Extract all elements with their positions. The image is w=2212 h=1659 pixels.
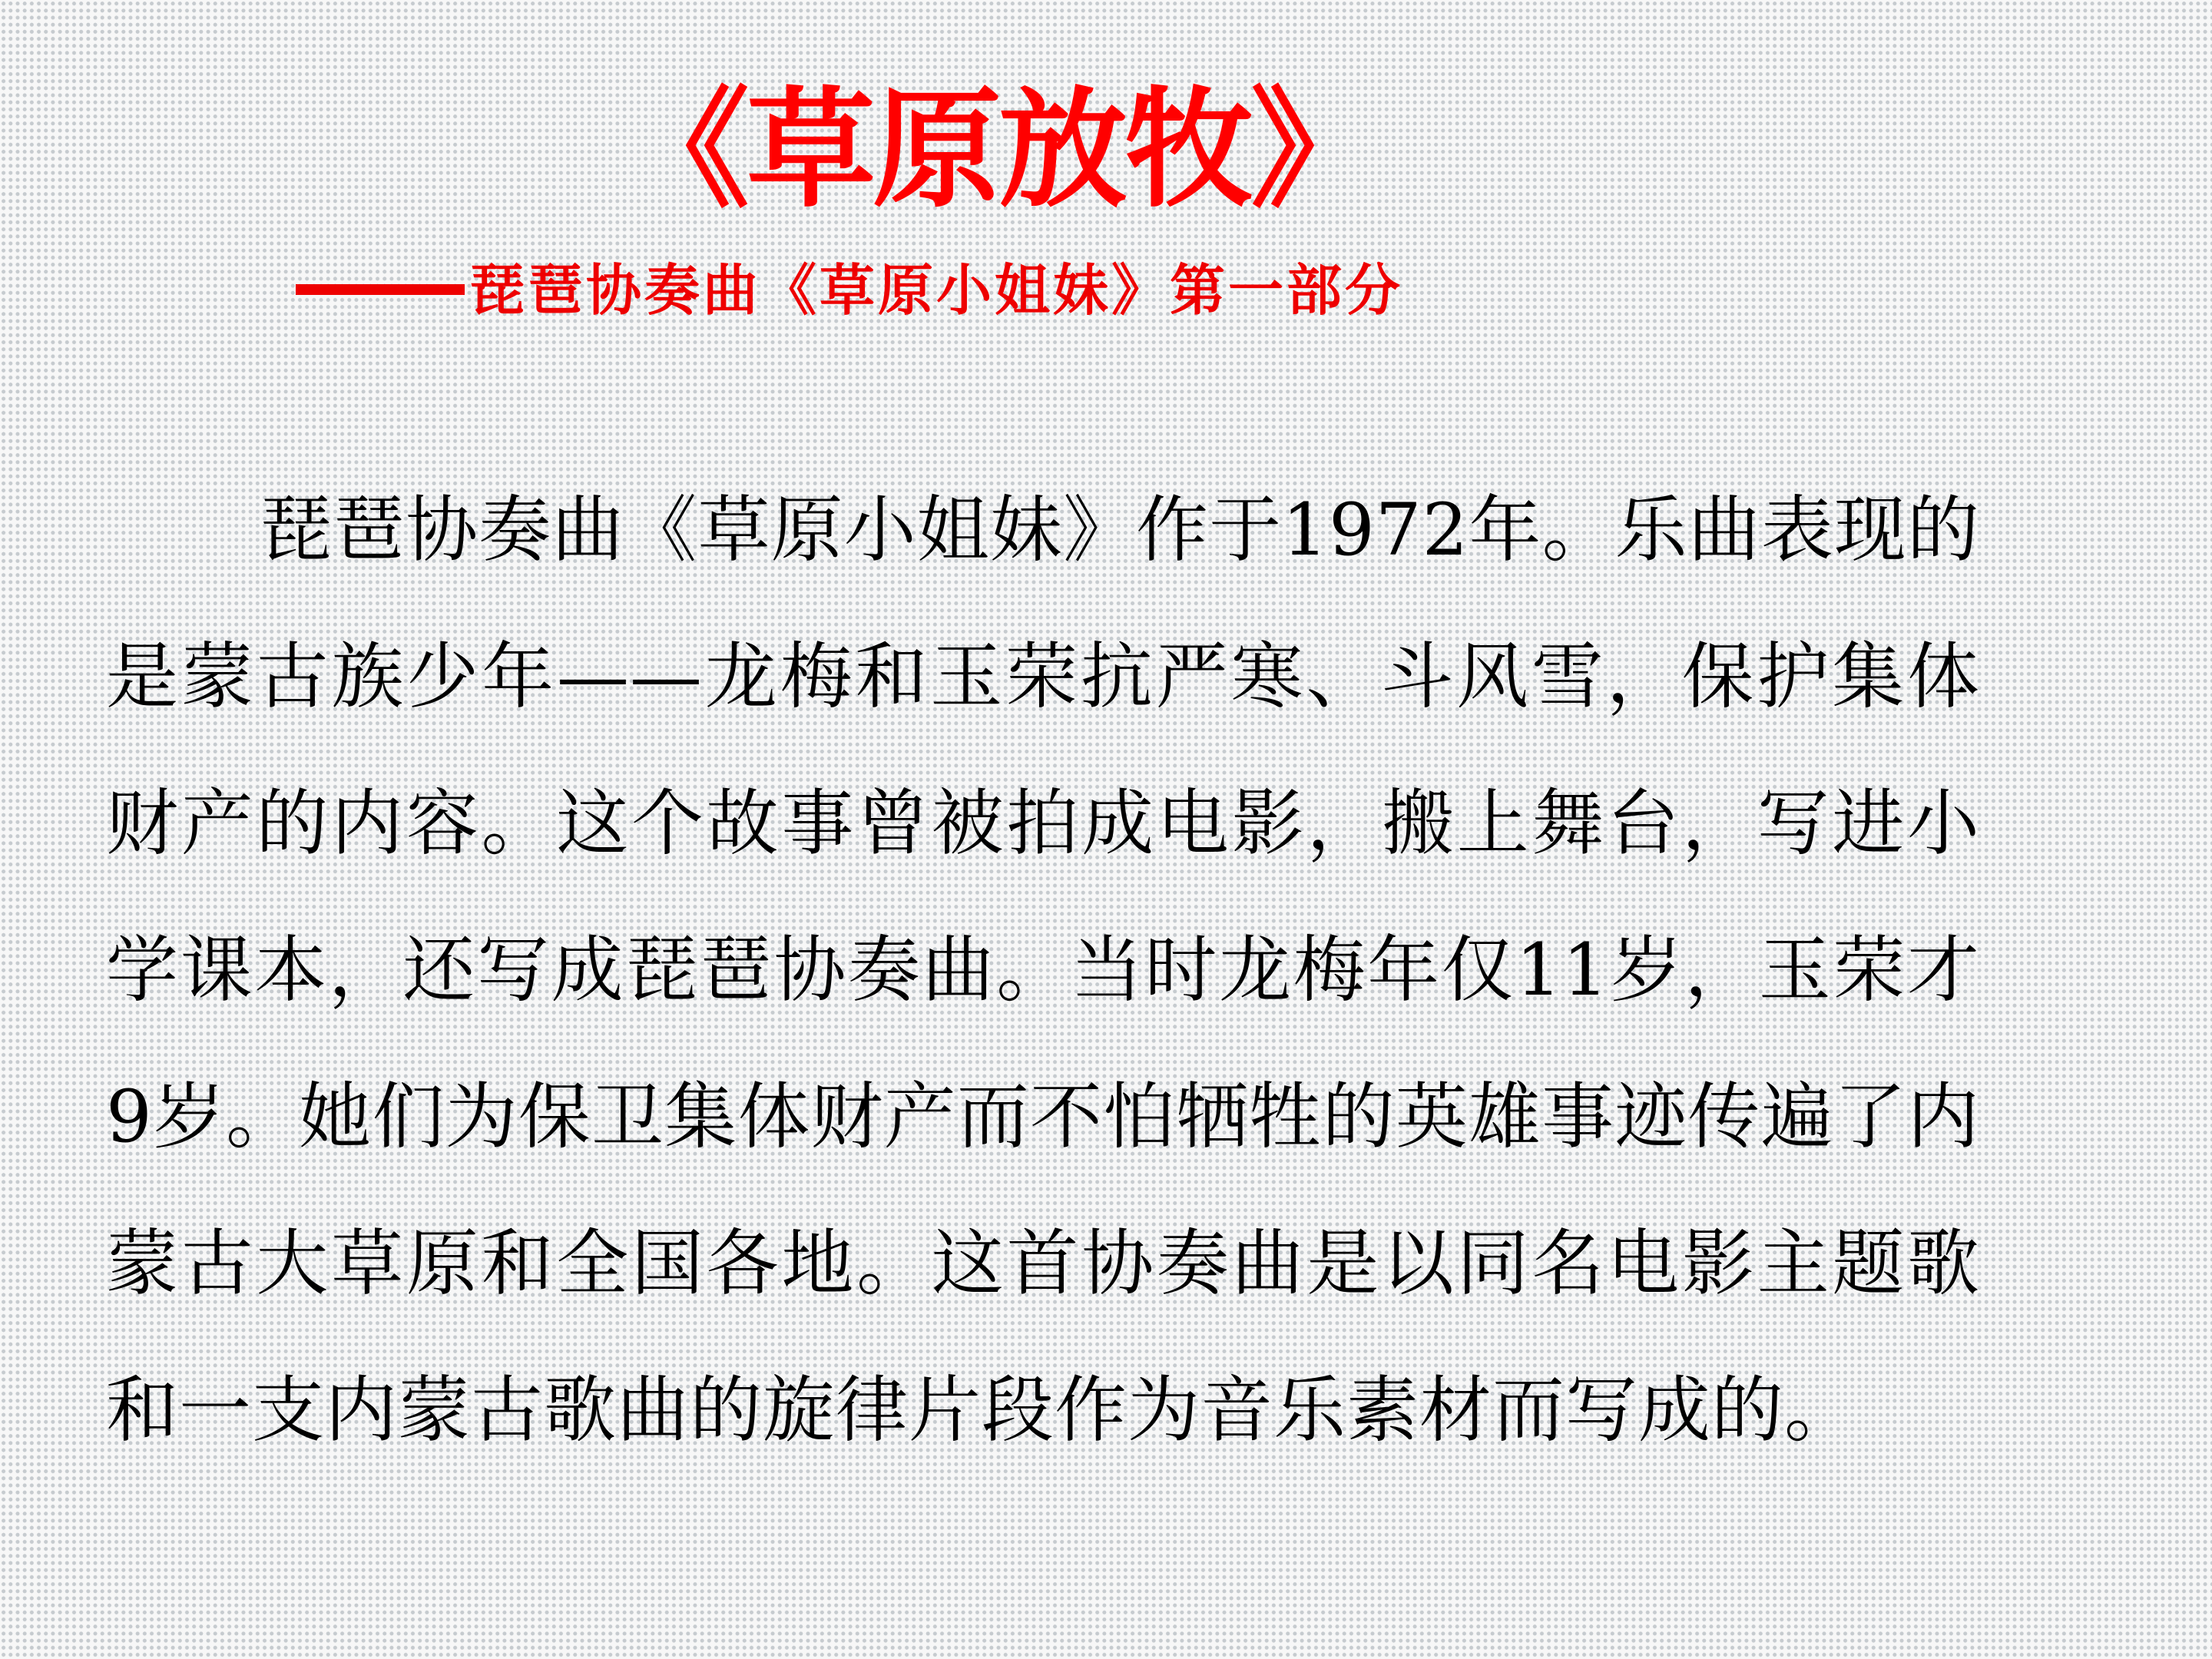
- subtitle-dash-divider: [296, 284, 465, 295]
- body-paragraph: 琵琶协奏曲《草原小姐妹》作于1972年。乐曲表现的是蒙古族少年——龙梅和玉荣抗严寒、斗风雪，保护集体财产的内容。这个故事曾被拍成电影，搬上舞台，写进小学课本，还写成琵琶协奏曲。当时龙梅年仅11岁，玉荣才9岁。她们为保卫集体财产而不怕牺牲的英雄事迹传遍了内蒙古大草原和全国各地。这首协奏曲是以同名电影主题歌和一支内蒙古歌曲的旋律片段作为音乐素材而写成的。: [106, 488, 1980, 1452]
- subtitle-text: 琵琶协奏曲《草原小姐妹》第一部分: [469, 258, 1404, 323]
- slide-subtitle: [296, 252, 1724, 329]
- slide-title: 《草原放牧》: [621, 75, 1376, 225]
